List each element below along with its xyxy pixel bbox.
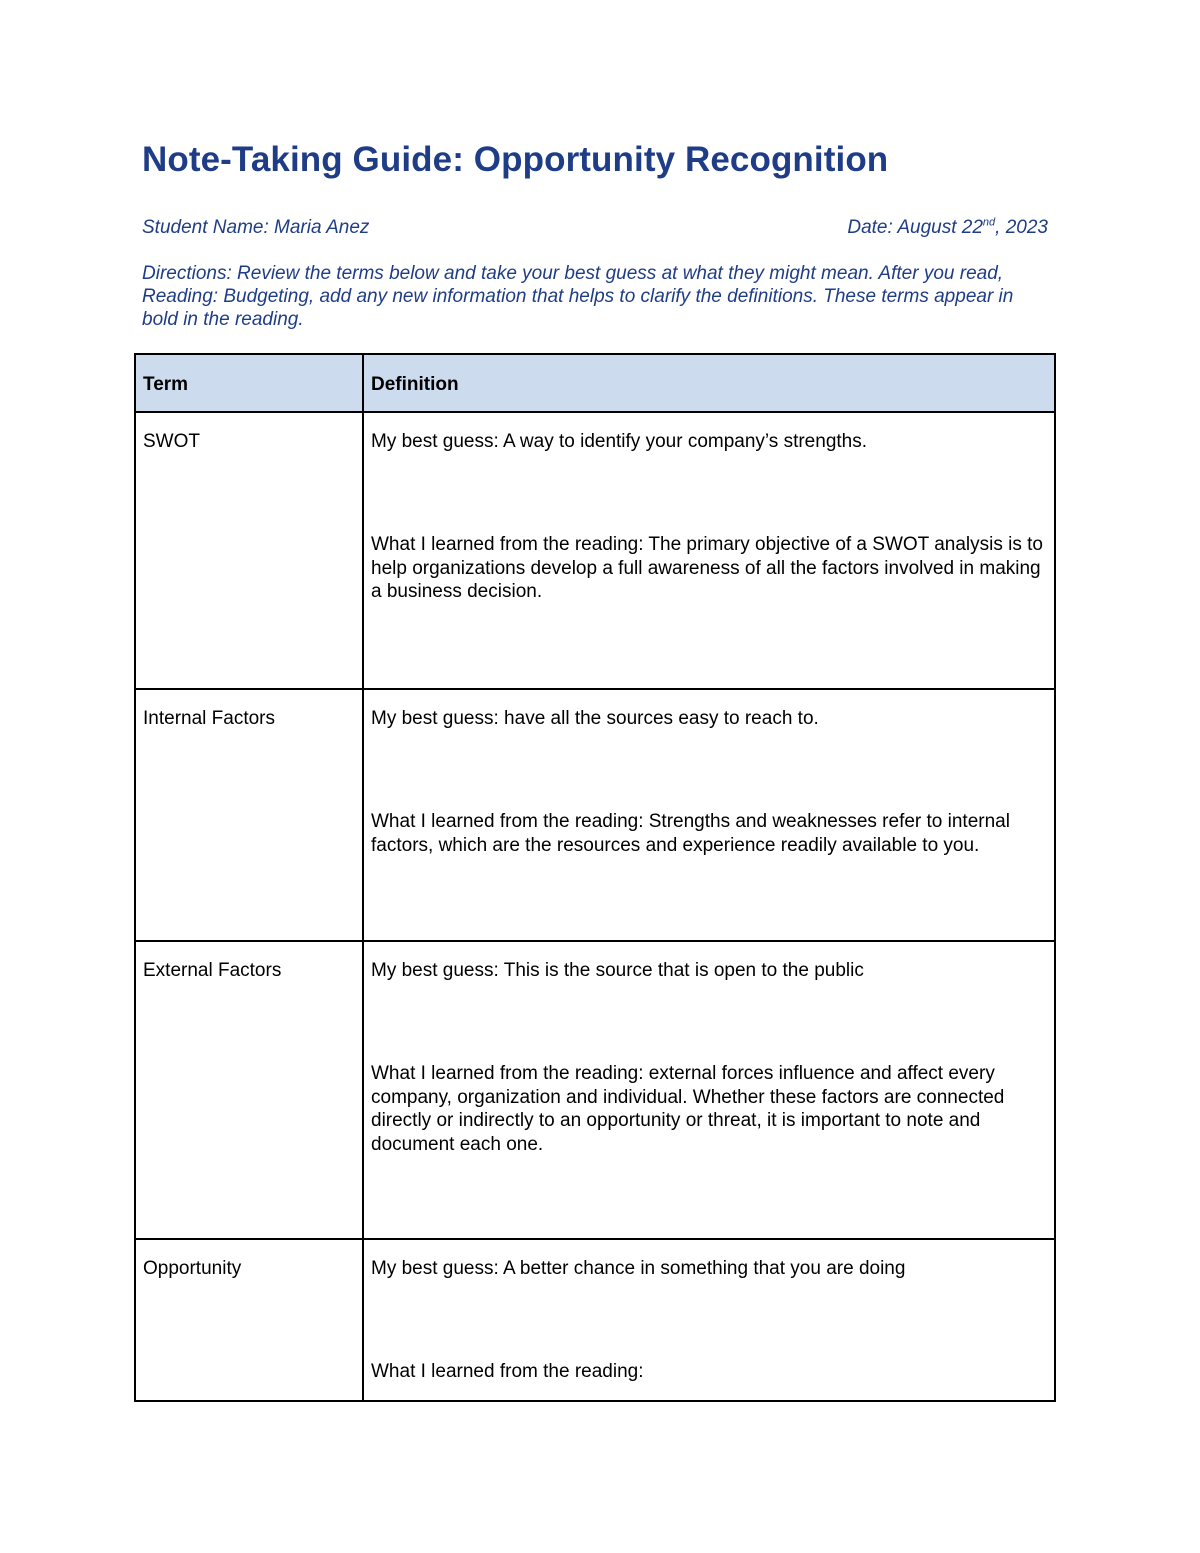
table-row	[135, 941, 1055, 1239]
table-row	[135, 689, 1055, 941]
learned-text: What I learned from the reading: The primary objective of a SWOT analysis is to help organizations develop a full awareness of all the factors involved in making a business decision.	[371, 534, 1043, 602]
date-year: , 2023	[995, 217, 1048, 238]
definition-cell	[363, 412, 1055, 689]
learned-text: What I learned from the reading: external forces influence and affect every company, organization and individual. Whether these factors are connected directly or indirectly to an opportunity or threat, it is important to note and document each one.	[371, 1063, 1005, 1155]
best-guess-text: My best guess: A better chance in something that you are doing	[371, 1258, 906, 1279]
best-guess-text: My best guess: A way to identify your company’s strengths.	[371, 431, 868, 452]
term-cell: SWOT	[135, 412, 363, 689]
learned-text: What I learned from the reading:	[371, 1361, 644, 1382]
terms-table	[134, 353, 1056, 1402]
table-row	[135, 1239, 1055, 1401]
learned-text: What I learned from the reading: Strengths and weaknesses refer to internal factors, which are the resources and experience readily available to you.	[371, 811, 1010, 856]
directions: Directions: Review the terms below and take your best guess at what they might mean. After you read, Reading: Budgeting, add any new information that helps to clarify the definitions. These terms appear in bold in the reading.	[142, 263, 1014, 330]
date-prefix: Date: August 22	[847, 217, 983, 238]
definition-cell	[363, 1239, 1055, 1401]
term-cell: External Factors	[135, 941, 363, 1239]
definition-cell	[363, 941, 1055, 1239]
date-ordinal-suffix: nd	[982, 216, 996, 229]
best-guess-text: My best guess: have all the sources easy to reach to.	[371, 708, 819, 729]
student-name: Student Name: Maria Anez	[142, 217, 370, 238]
term-cell: Opportunity	[135, 1239, 363, 1401]
term-cell: Internal Factors	[135, 689, 363, 941]
table-header-row	[135, 354, 1055, 412]
definition-cell	[363, 689, 1055, 941]
header-definition: Definition	[363, 354, 1055, 412]
best-guess-text: My best guess: This is the source that is open to the public	[371, 960, 864, 981]
page-title: Note-Taking Guide: Opportunity Recognition	[142, 140, 889, 179]
date	[847, 217, 1048, 239]
header-term: Term	[135, 354, 363, 412]
table-row	[135, 412, 1055, 689]
